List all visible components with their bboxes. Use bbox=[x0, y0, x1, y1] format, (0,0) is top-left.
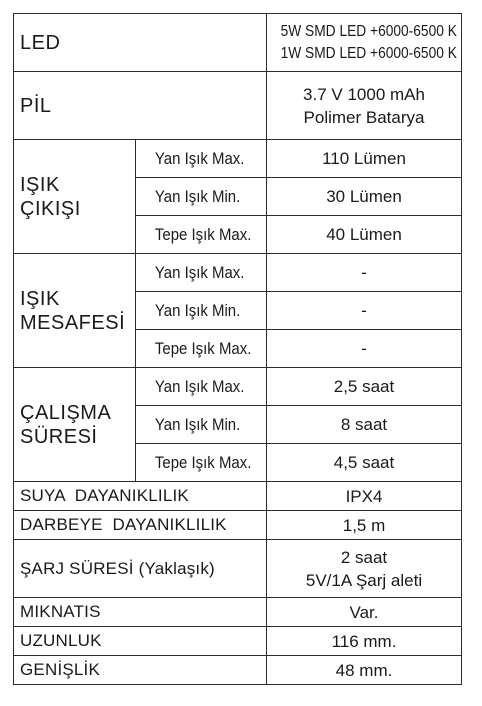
darbeye-label: DARBEYE DAYANIKLILIK bbox=[14, 511, 267, 540]
calisma-suresi-value-3: 4,5 saat bbox=[267, 444, 462, 482]
pil-label: PİL bbox=[14, 72, 267, 140]
genislik-label: GENİŞLİK bbox=[14, 656, 267, 685]
isik-mesafesi-sub-2: Yan Işık Min. bbox=[136, 292, 251, 330]
pil-value-line1: 3.7 V 1000 mAh bbox=[303, 84, 425, 104]
table-row-miknatis bbox=[14, 598, 462, 627]
table-row-isik-cikisi-1 bbox=[14, 140, 462, 178]
table-row-isik-mesafesi-1 bbox=[14, 254, 462, 292]
led-label: LED bbox=[14, 14, 267, 72]
miknatis-label: MIKNATIS bbox=[14, 598, 267, 627]
calisma-suresi-label-line1: ÇALIŞMA bbox=[20, 401, 112, 424]
isik-cikisi-value-2: 30 Lümen bbox=[267, 178, 462, 216]
isik-cikisi-label bbox=[14, 140, 136, 254]
uzunluk-value: 116 mm. bbox=[267, 627, 462, 656]
uzunluk-label: UZUNLUK bbox=[14, 627, 267, 656]
isik-cikisi-label-line2: ÇIKIŞI bbox=[20, 197, 81, 220]
darbeye-value: 1,5 m bbox=[267, 511, 462, 540]
miknatis-value: Var. bbox=[267, 598, 462, 627]
calisma-suresi-sub-2: Yan Işık Min. bbox=[136, 406, 251, 444]
table-row-pil bbox=[14, 72, 462, 140]
calisma-suresi-label-line2: SÜRESİ bbox=[20, 425, 98, 448]
pil-value-line2: Polimer Batarya bbox=[303, 107, 425, 127]
table-row-calisma-suresi-1 bbox=[14, 368, 462, 406]
isik-cikisi-value-3: 40 Lümen bbox=[267, 216, 462, 254]
calisma-suresi-value-1: 2,5 saat bbox=[267, 368, 462, 406]
led-value-line1: 5W SMD LED +6000-6500 K bbox=[280, 22, 457, 40]
isik-mesafesi-value-3: - bbox=[267, 330, 462, 368]
sarj-value-line2: 5V/1A Şarj aleti bbox=[305, 570, 423, 590]
isik-mesafesi-label-line2: MESAFESİ bbox=[20, 311, 126, 334]
isik-mesafesi-sub-1: Yan Işık Max. bbox=[136, 254, 251, 292]
sarj-label: ŞARJ SÜRESİ (Yaklaşık) bbox=[14, 540, 267, 598]
isik-cikisi-sub-1: Yan Işık Max. bbox=[136, 140, 251, 178]
table-row-uzunluk bbox=[14, 627, 462, 656]
genislik-value: 48 mm. bbox=[267, 656, 462, 685]
isik-mesafesi-label-line1: IŞIK bbox=[20, 287, 60, 310]
suya-value: IPX4 bbox=[267, 482, 462, 511]
table-row-darbeye bbox=[14, 511, 462, 540]
calisma-suresi-sub-1: Yan Işık Max. bbox=[136, 368, 251, 406]
isik-mesafesi-value-2: - bbox=[267, 292, 462, 330]
table-row-genislik bbox=[14, 656, 462, 685]
isik-mesafesi-label bbox=[14, 254, 136, 368]
calisma-suresi-value-2: 8 saat bbox=[267, 406, 462, 444]
sarj-value-line1: 2 saat bbox=[340, 547, 388, 567]
pil-value bbox=[267, 72, 462, 140]
sarj-value bbox=[267, 540, 462, 598]
suya-label: SUYA DAYANIKLILIK bbox=[14, 482, 267, 511]
isik-cikisi-sub-3: Tepe Işık Max. bbox=[136, 216, 251, 254]
isik-mesafesi-value-1: - bbox=[267, 254, 462, 292]
calisma-suresi-label bbox=[14, 368, 136, 482]
calisma-suresi-sub-3: Tepe Işık Max. bbox=[136, 444, 251, 482]
isik-mesafesi-sub-3: Tepe Işık Max. bbox=[136, 330, 251, 368]
isik-cikisi-label-line1: IŞIK bbox=[20, 173, 60, 196]
led-value bbox=[267, 14, 462, 72]
spec-table bbox=[13, 13, 462, 685]
table-row-sarj bbox=[14, 540, 462, 598]
isik-cikisi-value-1: 110 Lümen bbox=[267, 140, 462, 178]
table-row-led bbox=[14, 14, 462, 72]
led-value-line2: 1W SMD LED +6000-6500 K bbox=[280, 44, 457, 62]
table-row-suya bbox=[14, 482, 462, 511]
isik-cikisi-sub-2: Yan Işık Min. bbox=[136, 178, 251, 216]
